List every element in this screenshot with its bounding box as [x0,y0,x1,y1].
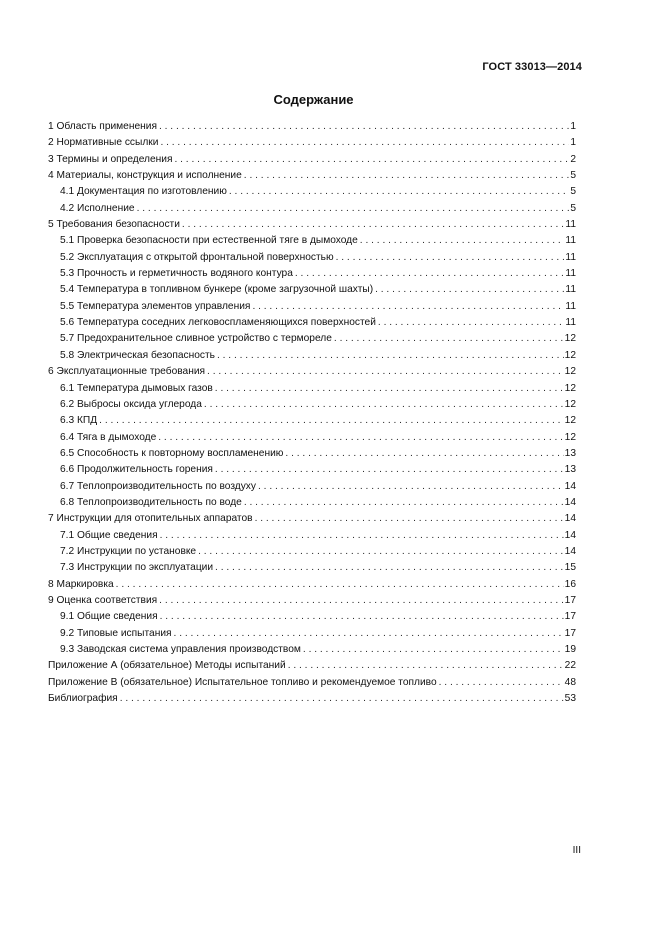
toc-entry-title: Приложение А (обязательное) Методы испытаний [48,660,286,672]
toc-entry-page: 17 [564,611,576,623]
toc-entry[interactable] [48,201,576,217]
toc-leader-dots [285,446,563,462]
toc-entry-title: 7.1 Общие сведения [60,529,158,541]
toc-entry-page: 14 [564,513,576,525]
toc-entry-page: 5 [570,202,576,214]
toc-entry[interactable] [48,250,576,266]
page-number: III [572,845,581,856]
toc-leader-dots [288,658,564,674]
toc-entry-page: 11 [565,284,576,296]
toc-leader-dots [295,266,565,282]
toc-entry[interactable] [48,675,576,691]
toc-entry[interactable] [48,479,576,495]
toc-entry-title: 6.2 Выбросы оксида углерода [60,398,202,410]
toc-entry[interactable] [48,462,576,478]
toc-entry[interactable] [48,528,576,544]
toc-entry-page: 12 [564,382,576,394]
toc-entry-page: 12 [564,415,576,427]
toc-leader-dots [215,560,564,576]
toc-leader-dots [215,462,564,478]
toc-leader-dots [303,642,564,658]
toc-entry-page: 12 [564,431,576,443]
toc-entry[interactable] [48,184,576,200]
toc-entry-page: 22 [564,660,576,672]
toc-entry-title: 6 Эксплуатационные требования [48,366,206,378]
table-of-contents [48,119,576,707]
toc-entry-title: 4 Материалы, конструкция и исполнение [48,170,242,182]
toc-entry[interactable] [48,413,576,429]
toc-entry-title: 6.5 Способность к повторному воспламенению [60,447,284,459]
toc-entry-title: 7.3 Инструкции по эксплуатации [60,562,214,574]
toc-entry-title: 5.1 Проверка безопасности при естественной тяге в дымоходе [60,235,358,247]
toc-entry-page: 48 [564,676,576,688]
toc-entry-title: 9.2 Типовые испытания [60,627,172,639]
toc-entry[interactable] [48,348,576,364]
toc-entry-page: 11 [565,268,576,280]
toc-entry[interactable] [48,217,576,233]
toc-entry-page: 53 [564,693,576,705]
toc-entry-title: 6.8 Теплопроизводительность по воде [60,496,242,508]
toc-entry[interactable] [48,560,576,576]
toc-entry-title: 4.2 Исполнение [60,202,135,214]
toc-entry[interactable] [48,577,576,593]
toc-entry[interactable] [48,609,576,625]
toc-entry-title: 3 Термины и определения [48,153,173,165]
toc-entry[interactable] [48,168,576,184]
standard-id: ГОСТ 33013—2014 [482,61,582,73]
toc-entry-page: 1 [570,121,576,132]
toc-entry-page: 15 [564,562,576,574]
toc-entry-page: 12 [564,333,576,345]
toc-leader-dots [120,691,564,707]
toc-entry-page: 19 [564,644,576,655]
toc-entry-title: 5.2 Эксплуатация с открытой фронтальной поверхностью [60,251,334,263]
toc-entry-title: 2 Нормативные ссылки [48,137,159,149]
toc-entry[interactable] [48,446,576,462]
toc-entry-title: 9 Оценка соответствия [48,594,158,606]
toc-entry-title: 8 Маркировка [48,578,114,590]
toc-leader-dots [137,201,570,217]
toc-entry-page: 11 [565,251,576,263]
toc-entry-title: 5.6 Температура соседних легковоспламеняющихся поверхностей [60,317,376,329]
toc-entry-page: 11 [565,235,576,247]
toc-leader-dots [334,331,564,347]
toc-entry[interactable] [48,397,576,413]
toc-leader-dots [229,184,569,200]
toc-entry-page: 12 [564,398,576,410]
toc-entry-page: 1 [570,137,576,149]
toc-entry[interactable] [48,495,576,511]
toc-entry[interactable] [48,266,576,282]
toc-leader-dots [378,315,565,331]
toc-entry-page: 11 [565,317,576,329]
toc-entry-title: 6.6 Продолжительность горения [60,464,213,476]
toc-leader-dots [375,282,564,298]
toc-leader-dots [158,430,563,446]
toc-entry-title: 6.3 КПД [60,415,98,427]
toc-entry-page: 17 [564,594,576,606]
toc-entry[interactable] [48,658,576,674]
toc-leader-dots [244,495,564,511]
toc-entry-title: 5.4 Температура в топливном бункере (кроме загрузочной шахты) [60,284,374,296]
toc-entry[interactable] [48,593,576,609]
toc-leader-dots [215,381,564,397]
toc-entry-title: 5.8 Электрическая безопасность [60,349,215,361]
toc-entry[interactable] [48,544,576,560]
toc-title: Содержание [273,92,354,107]
toc-leader-dots [252,299,564,315]
toc-entry[interactable] [48,626,576,642]
toc-entry[interactable] [48,364,576,380]
toc-entry-page: 13 [564,464,576,476]
toc-entry-title: Библиография [48,693,118,705]
toc-entry[interactable] [48,315,576,331]
toc-entry[interactable] [48,233,576,249]
toc-leader-dots [244,168,570,184]
toc-leader-dots [207,364,564,380]
toc-entry[interactable] [48,691,576,707]
toc-entry-page: 5 [570,186,576,198]
toc-leader-dots [439,675,564,691]
toc-leader-dots [174,152,569,168]
toc-leader-dots [99,413,564,429]
toc-leader-dots [159,593,564,609]
toc-leader-dots [159,119,569,135]
toc-entry-title: 7.2 Инструкции по установке [60,545,197,557]
toc-entry-page: 14 [564,496,576,508]
toc-leader-dots [258,479,564,495]
toc-entry[interactable] [48,381,576,397]
toc-entry-page: 14 [564,545,576,557]
toc-leader-dots [360,233,565,249]
toc-leader-dots [160,528,564,544]
toc-entry[interactable] [48,135,576,151]
toc-entry-title: 6.7 Теплопроизводительность по воздуху [60,480,256,492]
toc-entry-title: 5.7 Предохранительное сливное устройство с термореле [60,333,332,345]
toc-entry-title: 6.1 Температура дымовых газов [60,382,213,394]
toc-entry-page: 12 [564,366,576,378]
toc-entry-page: 2 [570,153,576,165]
toc-leader-dots [336,250,565,266]
toc-entry[interactable] [48,282,576,298]
toc-entry[interactable] [48,152,576,168]
toc-leader-dots [116,577,564,593]
toc-leader-dots [160,609,564,625]
toc-entry-title: 4.1 Документация по изготовлению [60,186,227,198]
toc-entry[interactable] [48,299,576,315]
toc-entry[interactable] [48,642,576,658]
toc-entry-page: 5 [570,170,576,182]
toc-entry-title: 5 Требования безопасности [48,219,180,231]
toc-entry-page: 11 [565,219,576,231]
toc-leader-dots [174,626,564,642]
toc-leader-dots [204,397,564,413]
toc-leader-dots [255,511,564,527]
toc-entry[interactable] [48,430,576,446]
toc-entry-title: 9.1 Общие сведения [60,611,158,623]
toc-entry-title: 5.3 Прочность и герметичность водяного контура [60,268,293,280]
toc-leader-dots [160,135,569,151]
toc-entry-title: Приложение В (обязательное) Испытательное топливо и рекомендуемое топливо [48,676,437,688]
toc-entry-title: 6.4 Тяга в дымоходе [60,431,157,443]
toc-entry-title: 9.3 Заводская система управления производством [60,644,301,655]
toc-entry-page: 14 [564,529,576,541]
toc-entry-page: 13 [564,447,576,459]
toc-entry-page: 14 [564,480,576,492]
toc-entry[interactable] [48,119,576,135]
toc-leader-dots [198,544,564,560]
toc-entry-title: 7 Инструкции для отопительных аппаратов [48,513,253,525]
toc-entry-page: 11 [565,300,576,312]
toc-entry-page: 16 [564,578,576,590]
toc-entry-page: 12 [564,349,576,361]
toc-leader-dots [182,217,565,233]
toc-entry-title: 1 Область применения [48,121,157,132]
toc-entry[interactable] [48,331,576,347]
toc-entry-page: 17 [564,627,576,639]
toc-leader-dots [217,348,564,364]
toc-entry[interactable] [48,511,576,527]
toc-entry-title: 5.5 Температура элементов управления [60,300,251,312]
